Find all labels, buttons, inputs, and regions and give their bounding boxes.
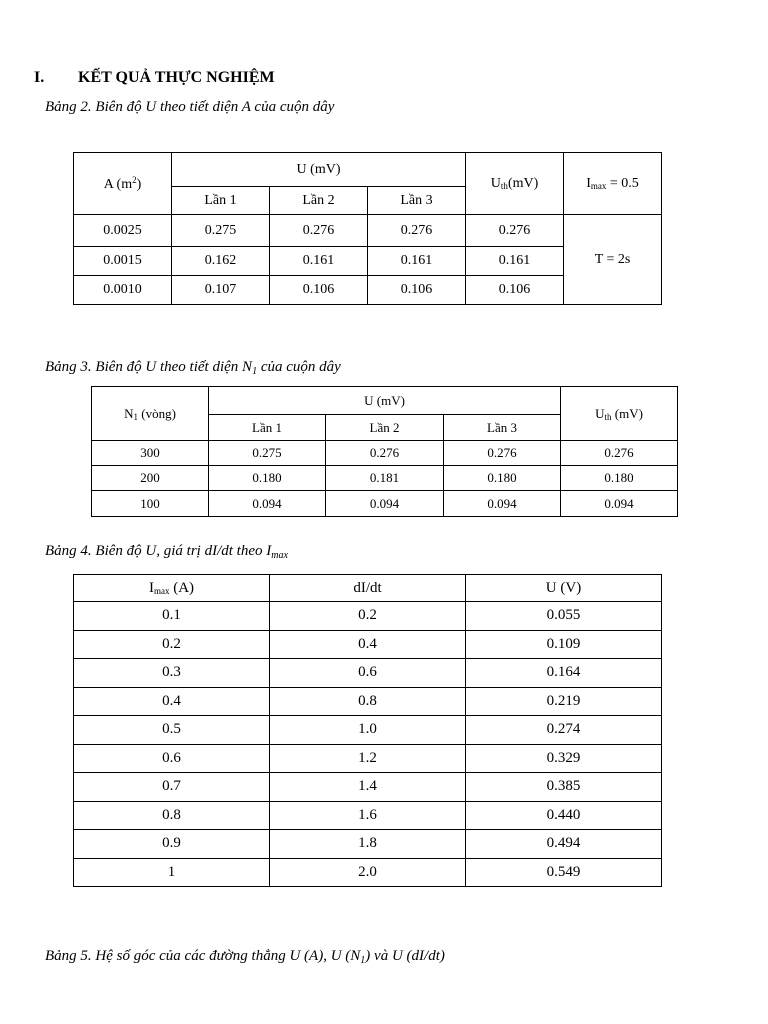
- table4-caption: Bảng 4. Biên độ U, giá trị dI/dt theo $I_{max}$: [45, 543, 288, 561]
- table-row: [74, 773, 662, 802]
- table-cell: 0.385: [466, 773, 662, 802]
- table2-header-imax: $I_{max} = 0.5$: [564, 153, 662, 215]
- table-cell: 0.6: [270, 659, 466, 688]
- table-row: [92, 466, 678, 491]
- table-cell: 0.276: [561, 441, 678, 466]
- table-cell: 0.106: [270, 276, 368, 305]
- table4-header-u: U (V): [466, 575, 662, 602]
- table-row: [74, 215, 662, 247]
- table2-header-u: U (mV): [172, 153, 466, 187]
- table-cell: 0.549: [466, 858, 662, 887]
- table-cell: 1.8: [270, 830, 466, 859]
- table-cell: 0.180: [561, 466, 678, 491]
- table-row: [74, 830, 662, 859]
- table3-header-n: $N_1$ (vòng): [92, 387, 209, 441]
- table-row: [74, 630, 662, 659]
- table2-header-a: A $(m^2)$: [74, 153, 172, 215]
- table-cell: 0.094: [444, 491, 561, 517]
- table2-period: T = 2s: [564, 215, 662, 305]
- table-cell: 0.276: [466, 215, 564, 247]
- table-cell: 0.161: [270, 247, 368, 276]
- table-cell: 0.181: [326, 466, 444, 491]
- table2: [73, 152, 662, 305]
- table-cell: 0.4: [74, 687, 270, 716]
- table2-header-lan3: Lần 3: [368, 187, 466, 215]
- table-cell: 0.109: [466, 630, 662, 659]
- table-cell: 0.275: [209, 441, 326, 466]
- section-heading: [34, 69, 275, 87]
- table-row: [92, 441, 678, 466]
- table-cell: 0.440: [466, 801, 662, 830]
- table3-header-lan1: Lần 1: [209, 415, 326, 441]
- table2-header-lan2: Lần 2: [270, 187, 368, 215]
- table-row: [74, 602, 662, 631]
- table-cell: 0.106: [466, 276, 564, 305]
- table-cell: 0.9: [74, 830, 270, 859]
- table3-caption: Bảng 3. Biên độ U theo tiết diện $N_1$ của cuộn dây: [45, 359, 341, 377]
- table-cell: 0.107: [172, 276, 270, 305]
- table-cell: 0.0015: [74, 247, 172, 276]
- table-cell: 0.1: [74, 602, 270, 631]
- table3-header-u: U (mV): [209, 387, 561, 415]
- table5-caption: Bảng 5. Hệ số góc của các đường thẳng U (A), U $(N_1)$ và U (dI/dt): [45, 948, 445, 966]
- table3-header-uth: $U_{th}$ (mV): [561, 387, 678, 441]
- table-cell: 0.094: [209, 491, 326, 517]
- table-cell: 1.4: [270, 773, 466, 802]
- table-cell: 0.161: [466, 247, 564, 276]
- table-cell: 1.2: [270, 744, 466, 773]
- table-cell: 0.164: [466, 659, 662, 688]
- section-title: KẾT QUẢ THỰC NGHIỆM: [78, 69, 275, 86]
- table-cell: 2.0: [270, 858, 466, 887]
- table-cell: 0.2: [74, 630, 270, 659]
- table2-header-lan1: Lần 1: [172, 187, 270, 215]
- table-cell: 0.276: [444, 441, 561, 466]
- table-cell: 0.0025: [74, 215, 172, 247]
- table-cell: 1.0: [270, 716, 466, 745]
- table-row: [74, 687, 662, 716]
- table-cell: 0.8: [74, 801, 270, 830]
- table-cell: 0.094: [561, 491, 678, 517]
- table-row: [74, 659, 662, 688]
- table3: [91, 386, 678, 517]
- table-cell: 0.2: [270, 602, 466, 631]
- table4-header-didt: dI/dt: [270, 575, 466, 602]
- table-cell: 0.094: [326, 491, 444, 517]
- table-cell: 0.274: [466, 716, 662, 745]
- section-number: I.: [34, 69, 45, 86]
- table-cell: 1: [74, 858, 270, 887]
- table-row: [74, 858, 662, 887]
- table-cell: 0.6: [74, 744, 270, 773]
- table-row: [74, 716, 662, 745]
- table-cell: 0.180: [209, 466, 326, 491]
- table-cell: 0.0010: [74, 276, 172, 305]
- table-cell: 0.275: [172, 215, 270, 247]
- table4-header-imax: $I_{max}$ (A): [74, 575, 270, 602]
- table2-header-uth: $U_{th}(mV)$: [466, 153, 564, 215]
- table3-header-lan3: Lần 3: [444, 415, 561, 441]
- table3-header-lan2: Lần 2: [326, 415, 444, 441]
- table-cell: 0.276: [368, 215, 466, 247]
- table-row: [92, 491, 678, 517]
- table-row: [74, 744, 662, 773]
- table-cell: 0.219: [466, 687, 662, 716]
- table-cell: 300: [92, 441, 209, 466]
- table-cell: 0.180: [444, 466, 561, 491]
- table-cell: 0.106: [368, 276, 466, 305]
- table-cell: 0.494: [466, 830, 662, 859]
- table-cell: 0.276: [270, 215, 368, 247]
- table-cell: 0.276: [326, 441, 444, 466]
- table-row: [74, 801, 662, 830]
- table-cell: 0.161: [368, 247, 466, 276]
- table-cell: 0.8: [270, 687, 466, 716]
- table-cell: 1.6: [270, 801, 466, 830]
- table2-caption: Bảng 2. Biên độ U theo tiết diện A của cuộn dây: [45, 99, 335, 115]
- table-cell: 0.3: [74, 659, 270, 688]
- table-cell: 0.055: [466, 602, 662, 631]
- table4: [73, 574, 662, 887]
- table-cell: 100: [92, 491, 209, 517]
- table-cell: 0.7: [74, 773, 270, 802]
- table-cell: 200: [92, 466, 209, 491]
- table-cell: 0.4: [270, 630, 466, 659]
- table-cell: 0.5: [74, 716, 270, 745]
- table-cell: 0.162: [172, 247, 270, 276]
- table-cell: 0.329: [466, 744, 662, 773]
